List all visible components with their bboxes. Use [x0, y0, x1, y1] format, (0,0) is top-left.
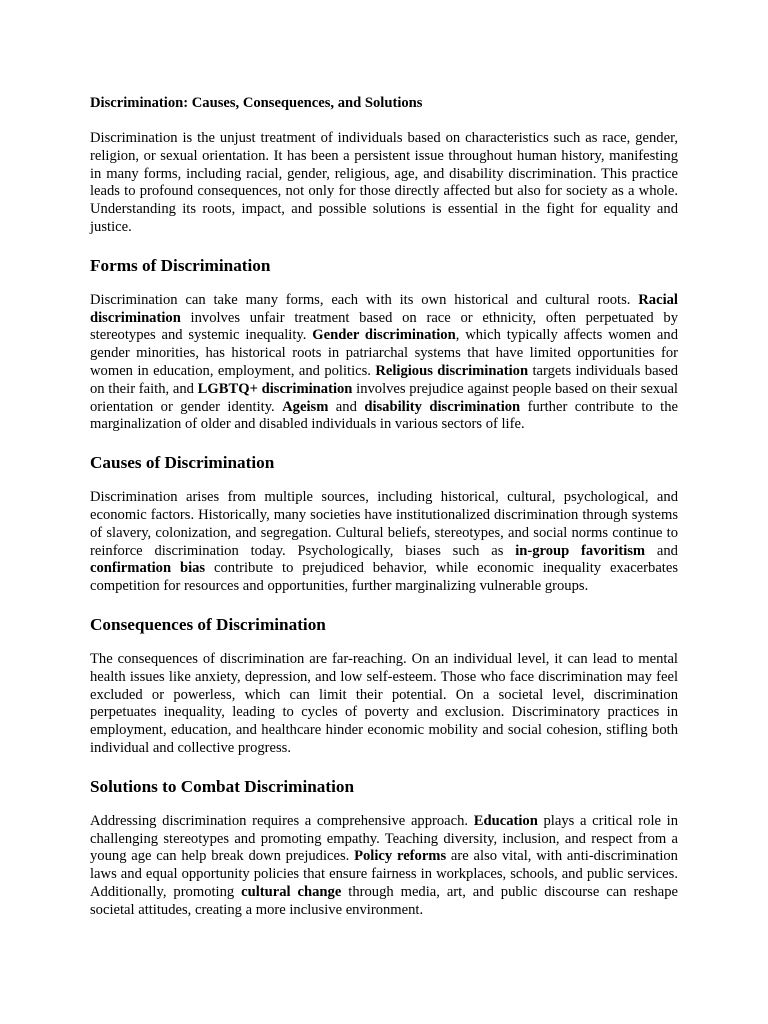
document-page	[90, 94, 678, 920]
text-run: , which typically affects women and gender minorities, has historical roots in patriarchal systems that have limited opportunities for women in education, employment, and politics.	[90, 327, 679, 379]
text-run: plays a critical role in challenging stereotypes and promoting empathy. Teaching diversity, inclusion, and respect from a young age can help break down prejudices.	[90, 812, 679, 865]
section-forms	[90, 256, 678, 434]
text-run: contribute to prejudiced behavior, while economic inequality exacerbates competition for resources and opportunities, further marginalizing vulnerable groups.	[90, 560, 679, 595]
section-causes	[90, 453, 678, 596]
section-heading: Solutions to Combat Discrimination	[90, 776, 355, 796]
text-run: Discrimination can take many forms, each with its own historical and cultural roots.	[90, 291, 639, 308]
text-run: involves unfair treatment based on race or ethnicity, often perpetuated by stereotypes and systemic inequality.	[90, 309, 678, 344]
text-run: and	[645, 542, 678, 559]
section-paragraph	[90, 651, 678, 758]
text-run: involves prejudice against people based on their sexual orientation or gender identity.	[90, 380, 678, 415]
text-run: through media, art, and public discourse can reshape societal attitudes, creating a more inclusive environment.	[90, 883, 679, 918]
bold-term: LGBTQ+ discrimination	[197, 380, 353, 397]
section-paragraph	[90, 489, 678, 596]
text-run: Addressing discrimination requires a comprehensive approach.	[90, 812, 474, 829]
text-run: further contribute to the marginalization of older and disabled individuals in various sectors of life.	[90, 398, 678, 433]
bold-term: Racial discrimination	[90, 291, 678, 326]
section-paragraph	[90, 292, 678, 434]
section-consequences	[90, 615, 678, 758]
bold-term: Gender discrimination	[312, 327, 456, 344]
text-run: targets individuals based on their faith, and	[90, 362, 679, 397]
bold-term: Education	[473, 812, 538, 829]
bold-term: Religious discrimination	[375, 362, 529, 379]
text-run: are also vital, with anti-discrimination laws and equal opportunity policies that ensure fairness in workplaces, schools, and public services. Additionally, promoting	[90, 848, 678, 900]
section-heading: Consequences of Discrimination	[90, 614, 326, 634]
section-heading: Forms of Discrimination	[90, 255, 271, 275]
text-run: The consequences of discrimination are far-reaching. On an individual level, it can lead to mental health issues like anxiety, depression, and low self-esteem. Those who face discrimination may feel excluded or powerless, which can limit their potential. On a societal level, discrimination perpetuates inequality, leading to cycles of poverty and exclusion. Discriminatory practices in employment, education, and healthcare hinder economic mobility and social cohesion, stifling both individual and collective progress.	[90, 650, 678, 756]
bold-term: Ageism	[282, 398, 329, 415]
text-run: Discrimination arises from multiple sources, including historical, cultural, psychological, and economic factors. Historically, many societies have institutionalized discrimination through systems of slavery, colonization, and segregation. Cultural beliefs, stereotypes, and social norms continue to reinforce discrimination today. Psychologically, biases such as	[90, 489, 678, 559]
bold-term: confirmation bias	[90, 560, 206, 577]
intro-paragraph: Discrimination is the unjust treatment of individuals based on characteristics such as race, gender, religion, or sexual orientation. It has been a persistent issue throughout human history, manifesting in many forms, including racial, gender, religious, age, and disability discrimination. This practice leads to profound consequences, not only for those directly affected but also for society as a whole. Understanding its roots, impact, and possible solutions is essential in the fight for equality and justice.	[90, 130, 678, 235]
bold-term: disability discrimination	[364, 398, 521, 415]
section-paragraph	[90, 813, 678, 920]
text-run: and	[328, 398, 365, 415]
bold-term: in-group favoritism	[515, 542, 646, 559]
document-title: Discrimination: Causes, Consequences, and Solutions	[90, 95, 423, 111]
bold-term: Policy reforms	[354, 848, 447, 865]
section-heading: Causes of Discrimination	[90, 453, 275, 473]
bold-term: cultural change	[241, 883, 342, 900]
section-solutions	[90, 777, 678, 920]
